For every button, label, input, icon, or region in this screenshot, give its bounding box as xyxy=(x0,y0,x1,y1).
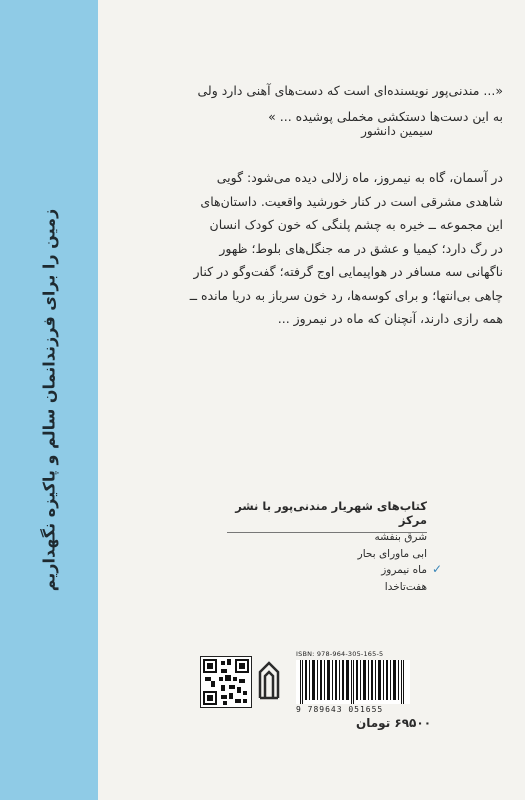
spine-slogan: زمین را برای فرزندانمان سالم و پاکیزه نگهداریم xyxy=(39,208,59,592)
publisher-logo xyxy=(256,652,282,704)
description-line: چاهی بی‌انتها؛ و برای کوسه‌ها، رد خون سرباز به دریا مانده ــ xyxy=(189,287,503,303)
books-list-title: کتاب‌های شهریار مندنی‌پور با نشر مرکز xyxy=(227,499,427,533)
list-item xyxy=(227,562,442,579)
book-title: هفت‌تاخدا xyxy=(384,580,427,593)
isbn-label: ISBN: 978-964-305-165-5 xyxy=(296,650,384,658)
book-title: شرق بنفشه xyxy=(374,531,427,543)
quote-author: سیمین دانشور xyxy=(361,124,433,138)
description-line: همه رازی دارند، آنچنان که ماه در نیمروز ... xyxy=(277,311,503,326)
list-item xyxy=(227,579,427,596)
list-item xyxy=(227,546,427,563)
books-list xyxy=(227,529,442,595)
critic-quote xyxy=(70,78,503,130)
description-line: شاهدی مشرقی است در کنار خورشید واقعیت. داستان‌های xyxy=(200,193,503,209)
description-line: در رگ دارد؛ کیمیا و عشق در مه جنگل‌های بلوط؛ ظهور xyxy=(219,240,503,256)
book-title: ماه نیمروز xyxy=(381,564,427,576)
description-line: ناگهانی سه مسافر در هواپیمایی اوج گرفته؛ گفت‌وگو در کنار xyxy=(193,264,503,279)
book-description xyxy=(40,166,503,331)
price-label: ۶۹۵۰۰ تومان xyxy=(356,716,432,730)
list-item xyxy=(227,529,427,546)
book-title: ابی ماورای بحار xyxy=(357,547,427,560)
checkmark-icon: ✓ xyxy=(431,562,442,576)
barcode-icon xyxy=(296,660,410,704)
description-line: این مجموعه ــ خیره به چشم پلنگی که خون کودک انسان xyxy=(209,217,503,232)
quote-line-2: به این دست‌ها دستکشی مخملی پوشیده ... » xyxy=(268,109,503,124)
barcode-number: 9 789643 051655 xyxy=(296,705,384,714)
quote-line-1: «... مندنی‌پور نویسنده‌ای است که دست‌های آهنی دارد ولی xyxy=(197,83,503,98)
qr-code-icon xyxy=(200,656,252,708)
description-line: در آسمان، گاه به نیمروز، ماه زلالی دیده می‌شود: گویی xyxy=(216,170,503,185)
